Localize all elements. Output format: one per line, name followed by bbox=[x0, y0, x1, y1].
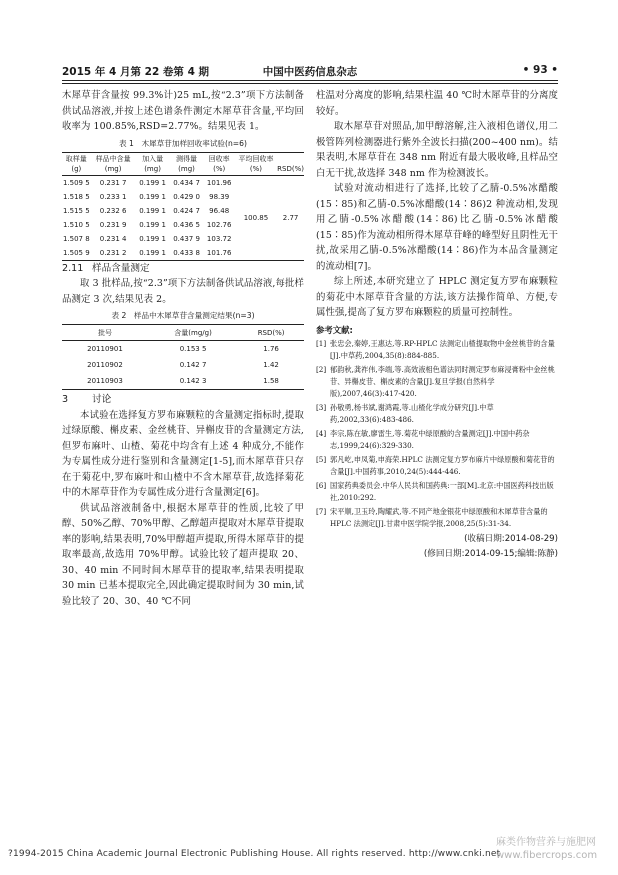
table-cell: 0.424 7 bbox=[173, 206, 200, 215]
watermark-line: 麻类作物营养与施肥网 bbox=[496, 837, 596, 848]
table-cell: 0.436 5 bbox=[173, 220, 200, 229]
reference-item bbox=[316, 338, 558, 362]
table-cell: 0.231 2 bbox=[99, 248, 127, 257]
reference-item bbox=[316, 428, 558, 452]
table-cell: 103.72 bbox=[206, 234, 232, 243]
table-cell: 1.42 bbox=[263, 361, 279, 369]
table-cell: 0.199 1 bbox=[139, 248, 166, 257]
paragraph-sample-assay: 取 3 批样品,按“2.3”项下方法制备供试品溶液,每批样品测定 3 次,结果见表 2。 bbox=[62, 278, 304, 305]
reference-text: 孙敬勇,杨书斌,谢鸿霞,等.山楂化学成分研究[J].中草药,2002,33(6):483-486. bbox=[330, 402, 494, 424]
table2-header: 批号 bbox=[62, 325, 148, 341]
table-cell: 0.199 1 bbox=[139, 206, 166, 215]
table-cell: 1.505 9 bbox=[62, 248, 90, 257]
reference-item bbox=[316, 364, 558, 400]
table-cell: 0.199 1 bbox=[139, 220, 166, 229]
reference-number: [4] bbox=[316, 428, 327, 438]
table-recovery bbox=[62, 152, 304, 261]
table-cell: 1.515 5 bbox=[62, 206, 90, 215]
reference-number: [1] bbox=[316, 338, 327, 348]
header-journal-name: 中国中医药信息杂志 bbox=[262, 66, 358, 78]
table-cell: 0.142 7 bbox=[179, 361, 207, 369]
table-cell: 1.510 5 bbox=[62, 220, 90, 229]
table-cell: 20110903 bbox=[87, 377, 123, 385]
reference-text: 郭凡屹,申凤菊,申海荣.HPLC 法测定复方罗布麻片中绿原酸和菊花苷的含量[J].中国药事,2010,24(5):444-446. bbox=[330, 454, 555, 476]
paragraph-mobile-phase: 试验对流动相进行了选择,比较了乙腈-0.5%冰醋酸(15∶85)和乙腈-0.5%冰醋酸(14∶86)2 种流动相,发现用乙腈-0.5%冰醋酸(14∶86)比乙腈-0.5%冰醋酸(15∶85)作为流动相所得木犀草苷峰的峰型好且阴性无干扰,故采用乙腈-0.5%冰醋酸(14∶86)作为本品含量测定的流动相[7]。 bbox=[316, 183, 558, 272]
table-cell: 20110902 bbox=[87, 361, 123, 369]
table-cell: 0.199 1 bbox=[139, 192, 166, 201]
section-number: 2.11 bbox=[62, 262, 84, 274]
table-content bbox=[62, 324, 304, 390]
table-cell: 1.58 bbox=[263, 377, 279, 385]
left-column bbox=[62, 88, 304, 609]
table-cell: 1.518 5 bbox=[62, 192, 90, 201]
table-cell: 1.507 8 bbox=[62, 234, 90, 243]
table-cell: 101.76 bbox=[206, 248, 232, 257]
table-cell: 0.433 8 bbox=[173, 248, 200, 257]
reference-number: [2] bbox=[316, 364, 327, 374]
table-row bbox=[62, 175, 304, 190]
paragraph-column-temp: 柱温对分离度的影响,结果柱温 40 ℃时木犀草苷的分离度较好。 bbox=[316, 90, 558, 117]
table1-header: 测得量(mg) bbox=[170, 152, 204, 175]
table2-header: RSD(%) bbox=[238, 325, 304, 341]
watermark-line: www.fibercrops.com bbox=[496, 850, 598, 861]
table-cell: 0.437 9 bbox=[173, 234, 200, 243]
table-cell: 0.142 3 bbox=[179, 377, 207, 385]
table2-header: 含量(mg/g) bbox=[148, 325, 238, 341]
paragraph-wavelength: 取木犀草苷对照品,加甲醇溶解,注入液相色谱仪,用二极管阵列检测器进行紫外全波长扫描(200~400 nm)。结果表明,木犀草苷在 348 nm 附近有最大吸收峰,且样品空白无干扰,故选择 348 nm 作为检测波长。 bbox=[316, 121, 558, 179]
table-row bbox=[62, 373, 304, 390]
right-column bbox=[316, 88, 558, 562]
paragraph-discussion-1: 本试验在选择复方罗布麻颗粒的含量测定指标时,提取过绿原酸、槲皮素、金丝桃苷、异槲皮苷的含量测定方法,但罗布麻叶、山楂、菊花中均含有上述 4 种成分,不能作为专属性成分进行鉴别和含量测定[1-5],而木犀草苷只存在于菊花中,罗布麻叶和山楂中不含木犀草苷,故选择菊花中的木犀草苷作为专属性成分进行含量测定[6]。 bbox=[62, 409, 304, 498]
reference-item bbox=[316, 402, 558, 426]
table-cell: 20110901 bbox=[87, 345, 123, 353]
header-rule-thin bbox=[62, 83, 558, 84]
table1-header: 回收率(%) bbox=[204, 152, 235, 175]
table-cell: 0.199 1 bbox=[139, 178, 166, 187]
table2-caption: 表 2 样品中木犀草苷含量测定结果(n=3) bbox=[111, 311, 255, 320]
table-cell: 1.76 bbox=[263, 345, 279, 353]
table-cell: 98.39 bbox=[209, 192, 230, 201]
table-cell: 0.429 0 bbox=[173, 192, 200, 201]
table1-header: 样品中含量(mg) bbox=[91, 152, 136, 175]
table-cell: 0.199 1 bbox=[139, 234, 166, 243]
section-title: 讨论 bbox=[92, 394, 112, 405]
received-date: (收稿日期:2014-08-29) bbox=[464, 533, 558, 544]
paragraph-discussion-2: 供试品溶液制备中,根据木犀草苷的性质,比较了甲醇、50%乙醇、70%甲醇、乙醇超声提取对木犀草苷提取率的影响,结果表明,70%甲醇超声提取,所得木犀草苷的提取率最高,故选用 70%甲醇。试验比较了超声提取 20、30、40 min 不同时间木犀草苷的提取率,结果表明提取 30 min 已基本提取完全,因此确定提取时间为 30 min,试验比较了 20、30、40 ℃不同 bbox=[62, 502, 304, 607]
table1-header: 加入量(mg) bbox=[136, 152, 170, 175]
reference-number: [6] bbox=[316, 480, 327, 490]
table-cell: 0.232 6 bbox=[99, 206, 127, 215]
reference-item bbox=[316, 480, 558, 504]
paragraph-recovery: 木犀草苷含量按 99.3%计)25 mL,按“2.3”项下方法制备供试品溶液,并按上述色谱条件测定木犀草苷含量,平均回收率为 100.85%,RSD=2.77%。结果见表 1。 bbox=[62, 90, 304, 132]
section-heading-3 bbox=[62, 392, 304, 408]
table-row bbox=[62, 357, 304, 373]
reference-text: 李宗,陈在敏,廖雷生,等.菊花中绿原酸的含量测定[J].中国中药杂志,1999,24(6):329-330. bbox=[330, 428, 530, 450]
reference-text: 宋平顺,卫玉玲,陶耀武,等.不同产地金银花中绿原酸和木犀草苷含量的 HPLC 法测定[J].甘肃中医学院学报,2008,25(5):31-34. bbox=[330, 506, 548, 528]
paragraph-conclusion: 综上所述,本研究建立了 HPLC 测定复方罗布麻颗粒的菊花中木犀草苷含量的方法,该方法操作简单、方便,专属性强,提高了复方罗布麻颗粒的质量可控制性。 bbox=[316, 276, 558, 318]
reference-item bbox=[316, 506, 558, 530]
table1-mean-recovery: 100.85 bbox=[243, 213, 269, 222]
reference-number: [5] bbox=[316, 454, 327, 464]
reference-text: 张忠会,秦婷,王惠达,等.RP-HPLC 法测定山楂提取物中金丝桃苷的含量[J].中草药,2004,35(8):884-885. bbox=[330, 338, 555, 360]
reference-number: [3] bbox=[316, 402, 327, 412]
reference-item bbox=[316, 454, 558, 478]
table-cell: 0.153 5 bbox=[179, 345, 207, 353]
table1-caption: 表 1 木犀草苷加样回收率试验(n=6) bbox=[119, 138, 247, 148]
table1-header: RSD(%) bbox=[277, 152, 304, 175]
table1-rsd: 2.77 bbox=[282, 213, 299, 222]
section-number: 3 bbox=[62, 394, 69, 405]
table-cell: 0.231 4 bbox=[99, 234, 127, 243]
section-title: 样品含量测定 bbox=[92, 262, 150, 274]
header-page-number: • 93 • bbox=[522, 64, 558, 76]
table-cell: 96.48 bbox=[209, 206, 230, 215]
table1-header-row bbox=[62, 152, 304, 175]
reference-text: 国家药典委员会.中华人民共和国药典:一部[M].北京:中国医药科技出版社,2010:292. bbox=[330, 480, 554, 502]
table-cell: 1.509 5 bbox=[62, 178, 90, 187]
table-cell: 0.231 7 bbox=[99, 178, 127, 187]
table-cell: 101.96 bbox=[206, 178, 232, 187]
table-cell: 0.231 9 bbox=[99, 220, 127, 229]
reference-number: [7] bbox=[316, 506, 327, 516]
table1-header: 取样量(g) bbox=[62, 152, 91, 175]
header-issue: 2015 年 4 月第 22 卷第 4 期 bbox=[62, 66, 210, 78]
table-cell: 0.233 1 bbox=[99, 192, 127, 201]
references-title: 参考文献: bbox=[316, 324, 353, 335]
table-cell: 102.76 bbox=[206, 220, 232, 229]
section-heading-2-11 bbox=[62, 261, 304, 277]
running-header bbox=[62, 64, 558, 78]
copyright-footer: ?1994-2015 China Academic Journal Electronic Publishing House. All rights reserved. http://www.cnki.net bbox=[8, 849, 501, 859]
reference-text: 郁韵秋,龚祚伟,李端,等.高效液相色谱法同时测定罗布麻浸膏粉中金丝桃苷、异槲皮苷、槲皮素的含量[J].复旦学报(自然科学版),2007,46(3):417-420. bbox=[330, 364, 555, 398]
table1-header: 平均回收率(%) bbox=[235, 152, 277, 175]
table2-header-row bbox=[62, 325, 304, 341]
watermark bbox=[496, 836, 597, 862]
header-rule-thick bbox=[62, 80, 558, 81]
table-row bbox=[62, 341, 304, 358]
table-cell: 0.434 7 bbox=[173, 178, 200, 187]
reference-list bbox=[316, 338, 558, 530]
revised-date: (修回日期:2014-09-15;编辑:陈静) bbox=[423, 548, 558, 559]
